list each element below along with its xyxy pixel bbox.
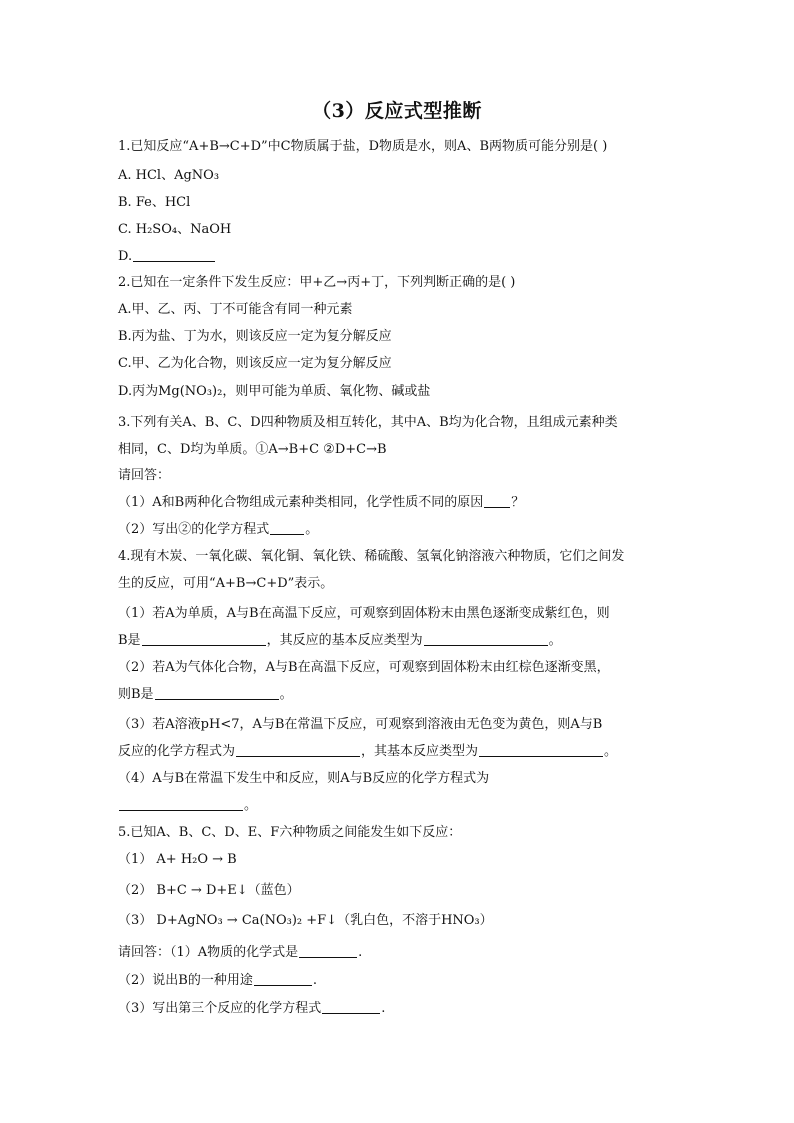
q3-stem-line2: 相同，C、D均为单质。①A→B+C ②D+C→B xyxy=(118,442,387,457)
q3-part1-text: （1）A和B两种化合物组成元素种类相同，化学性质不同的原因 xyxy=(118,495,484,510)
q5-part2-blank[interactable] xyxy=(254,972,312,986)
q4-part3-line1: （3）若A溶液pH<7，A与B在常温下反应，可观察到溶液由无色变为黄色，则A与B xyxy=(118,717,603,732)
q5-part3-text: （3）写出第三个反应的化学方程式 xyxy=(118,1001,322,1016)
q2-option-a: A.甲、乙、丙、丁不可能含有同一种元素 xyxy=(118,302,353,317)
q5-part3-end: . xyxy=(381,1001,386,1016)
q5-part1-end: . xyxy=(358,945,363,960)
q3-stem-line1: 3.下列有关A、B、C、D四种物质及相互转化，其中A、B均为化合物，且组成元素种类 xyxy=(118,415,618,430)
q1-option-d xyxy=(118,248,216,266)
q3-part1-end: ？ xyxy=(511,495,525,510)
q3-part1 xyxy=(118,494,524,512)
q3-part2-text: （2）写出②的化学方程式 xyxy=(118,522,270,537)
q2-option-d: D.丙为Mg(NO₃)₂，则甲可能为单质、氧化物、碱或盐 xyxy=(118,384,431,399)
q4-part3-end: 。 xyxy=(604,744,618,759)
q4-part1-blank2[interactable] xyxy=(424,632,548,646)
q5-part1-blank[interactable] xyxy=(299,944,357,958)
q5-stem: 5.已知A、B、C、D、E、F六种物质之间能发生如下反应： xyxy=(118,825,462,840)
q4-part2-line1: （2）若A为气体化合物，A与B在高温下反应，可观察到固体粉末由红棕色逐渐变黑， xyxy=(118,660,610,675)
q4-part4-line1: （4）A与B在常温下发生中和反应，则A与B反应的化学方程式为 xyxy=(118,771,490,786)
q2-option-b: B.丙为盐、丁为水，则该反应一定为复分解反应 xyxy=(118,329,392,344)
q1-option-b: B. Fe、HCl xyxy=(118,195,191,210)
q3-part2-blank[interactable] xyxy=(270,521,304,535)
q2-stem: 2.已知在一定条件下发生反应：甲+乙→丙+丁，下列判断正确的是( ) xyxy=(118,275,516,290)
q4-part3-blank2[interactable] xyxy=(479,743,603,757)
q4-part1-mid: ，其反应的基本反应类型为 xyxy=(266,633,423,648)
q5-part1 xyxy=(118,944,362,962)
q4-part3-blank1[interactable] xyxy=(236,743,360,757)
q4-part3-line2 xyxy=(118,743,617,761)
q5-part3 xyxy=(118,1000,385,1018)
q1-option-c: C. H₂SO₄、NaOH xyxy=(118,222,232,237)
q1-answer-blank[interactable] xyxy=(133,248,215,262)
q3-part2 xyxy=(118,521,318,539)
q4-part1-text: B是 xyxy=(118,633,141,648)
q4-part2-line2 xyxy=(118,686,293,704)
q5-part2 xyxy=(118,972,317,990)
q5-part2-text: （2）说出B的一种用途 xyxy=(118,973,253,988)
q4-part4-end: 。 xyxy=(244,798,258,813)
q5-reaction-2: （2） B+C → D+E↓（蓝色） xyxy=(118,883,300,898)
q2-option-c: C.甲、乙为化合物，则该反应一定为复分解反应 xyxy=(118,356,392,371)
q5-reaction-1: （1） A+ H₂O → B xyxy=(118,852,237,867)
q1-option-a: A. HCl、AgNO₃ xyxy=(118,168,220,183)
page-title: （3）反应式型推断 xyxy=(312,100,482,122)
q5-part3-blank[interactable] xyxy=(322,1000,380,1014)
q4-part1-line2 xyxy=(118,632,562,650)
q4-stem-line1: 4.现有木炭、一氧化碳、氧化铜、氧化铁、稀硫酸、氢氧化钠溶液六种物质，它们之间发 xyxy=(118,549,625,564)
q3-part1-blank[interactable] xyxy=(484,494,510,508)
q4-part2-blank[interactable] xyxy=(155,686,279,700)
q1-stem: 1.已知反应“A+B→C+D”中C物质属于盐，D物质是水，则A、B两物质可能分别是( ) xyxy=(118,139,608,154)
q5-reaction-3: （3） D+AgNO₃ → Ca(NO₃)₂ +F↓（乳白色，不溶于HNO₃） xyxy=(118,913,493,928)
q4-part2-text: 则B是 xyxy=(118,687,154,702)
q4-stem-line2: 生的反应，可用“A+B→C+D”表示。 xyxy=(118,576,334,591)
q4-part4-blank[interactable] xyxy=(119,797,243,811)
q3-part2-end: 。 xyxy=(305,522,319,537)
q4-part3-text: 反应的化学方程式为 xyxy=(118,744,236,759)
q1-option-d-label: D. xyxy=(118,249,133,264)
q3-prompt: 请回答： xyxy=(118,468,171,483)
q5-part2-end: . xyxy=(312,973,317,988)
q4-part1-line1: （1）若A为单质，A与B在高温下反应，可观察到固体粉末由黑色逐渐变成紫红色，则 xyxy=(118,606,610,621)
q4-part4-line2 xyxy=(118,797,257,815)
q4-part3-mid: ，其基本反应类型为 xyxy=(361,744,479,759)
q4-part2-end: 。 xyxy=(279,687,293,702)
q5-part1-text: 请回答：（1）A物质的化学式是 xyxy=(118,945,299,960)
q4-part1-end: 。 xyxy=(548,633,562,648)
q4-part1-blank1[interactable] xyxy=(142,632,266,646)
